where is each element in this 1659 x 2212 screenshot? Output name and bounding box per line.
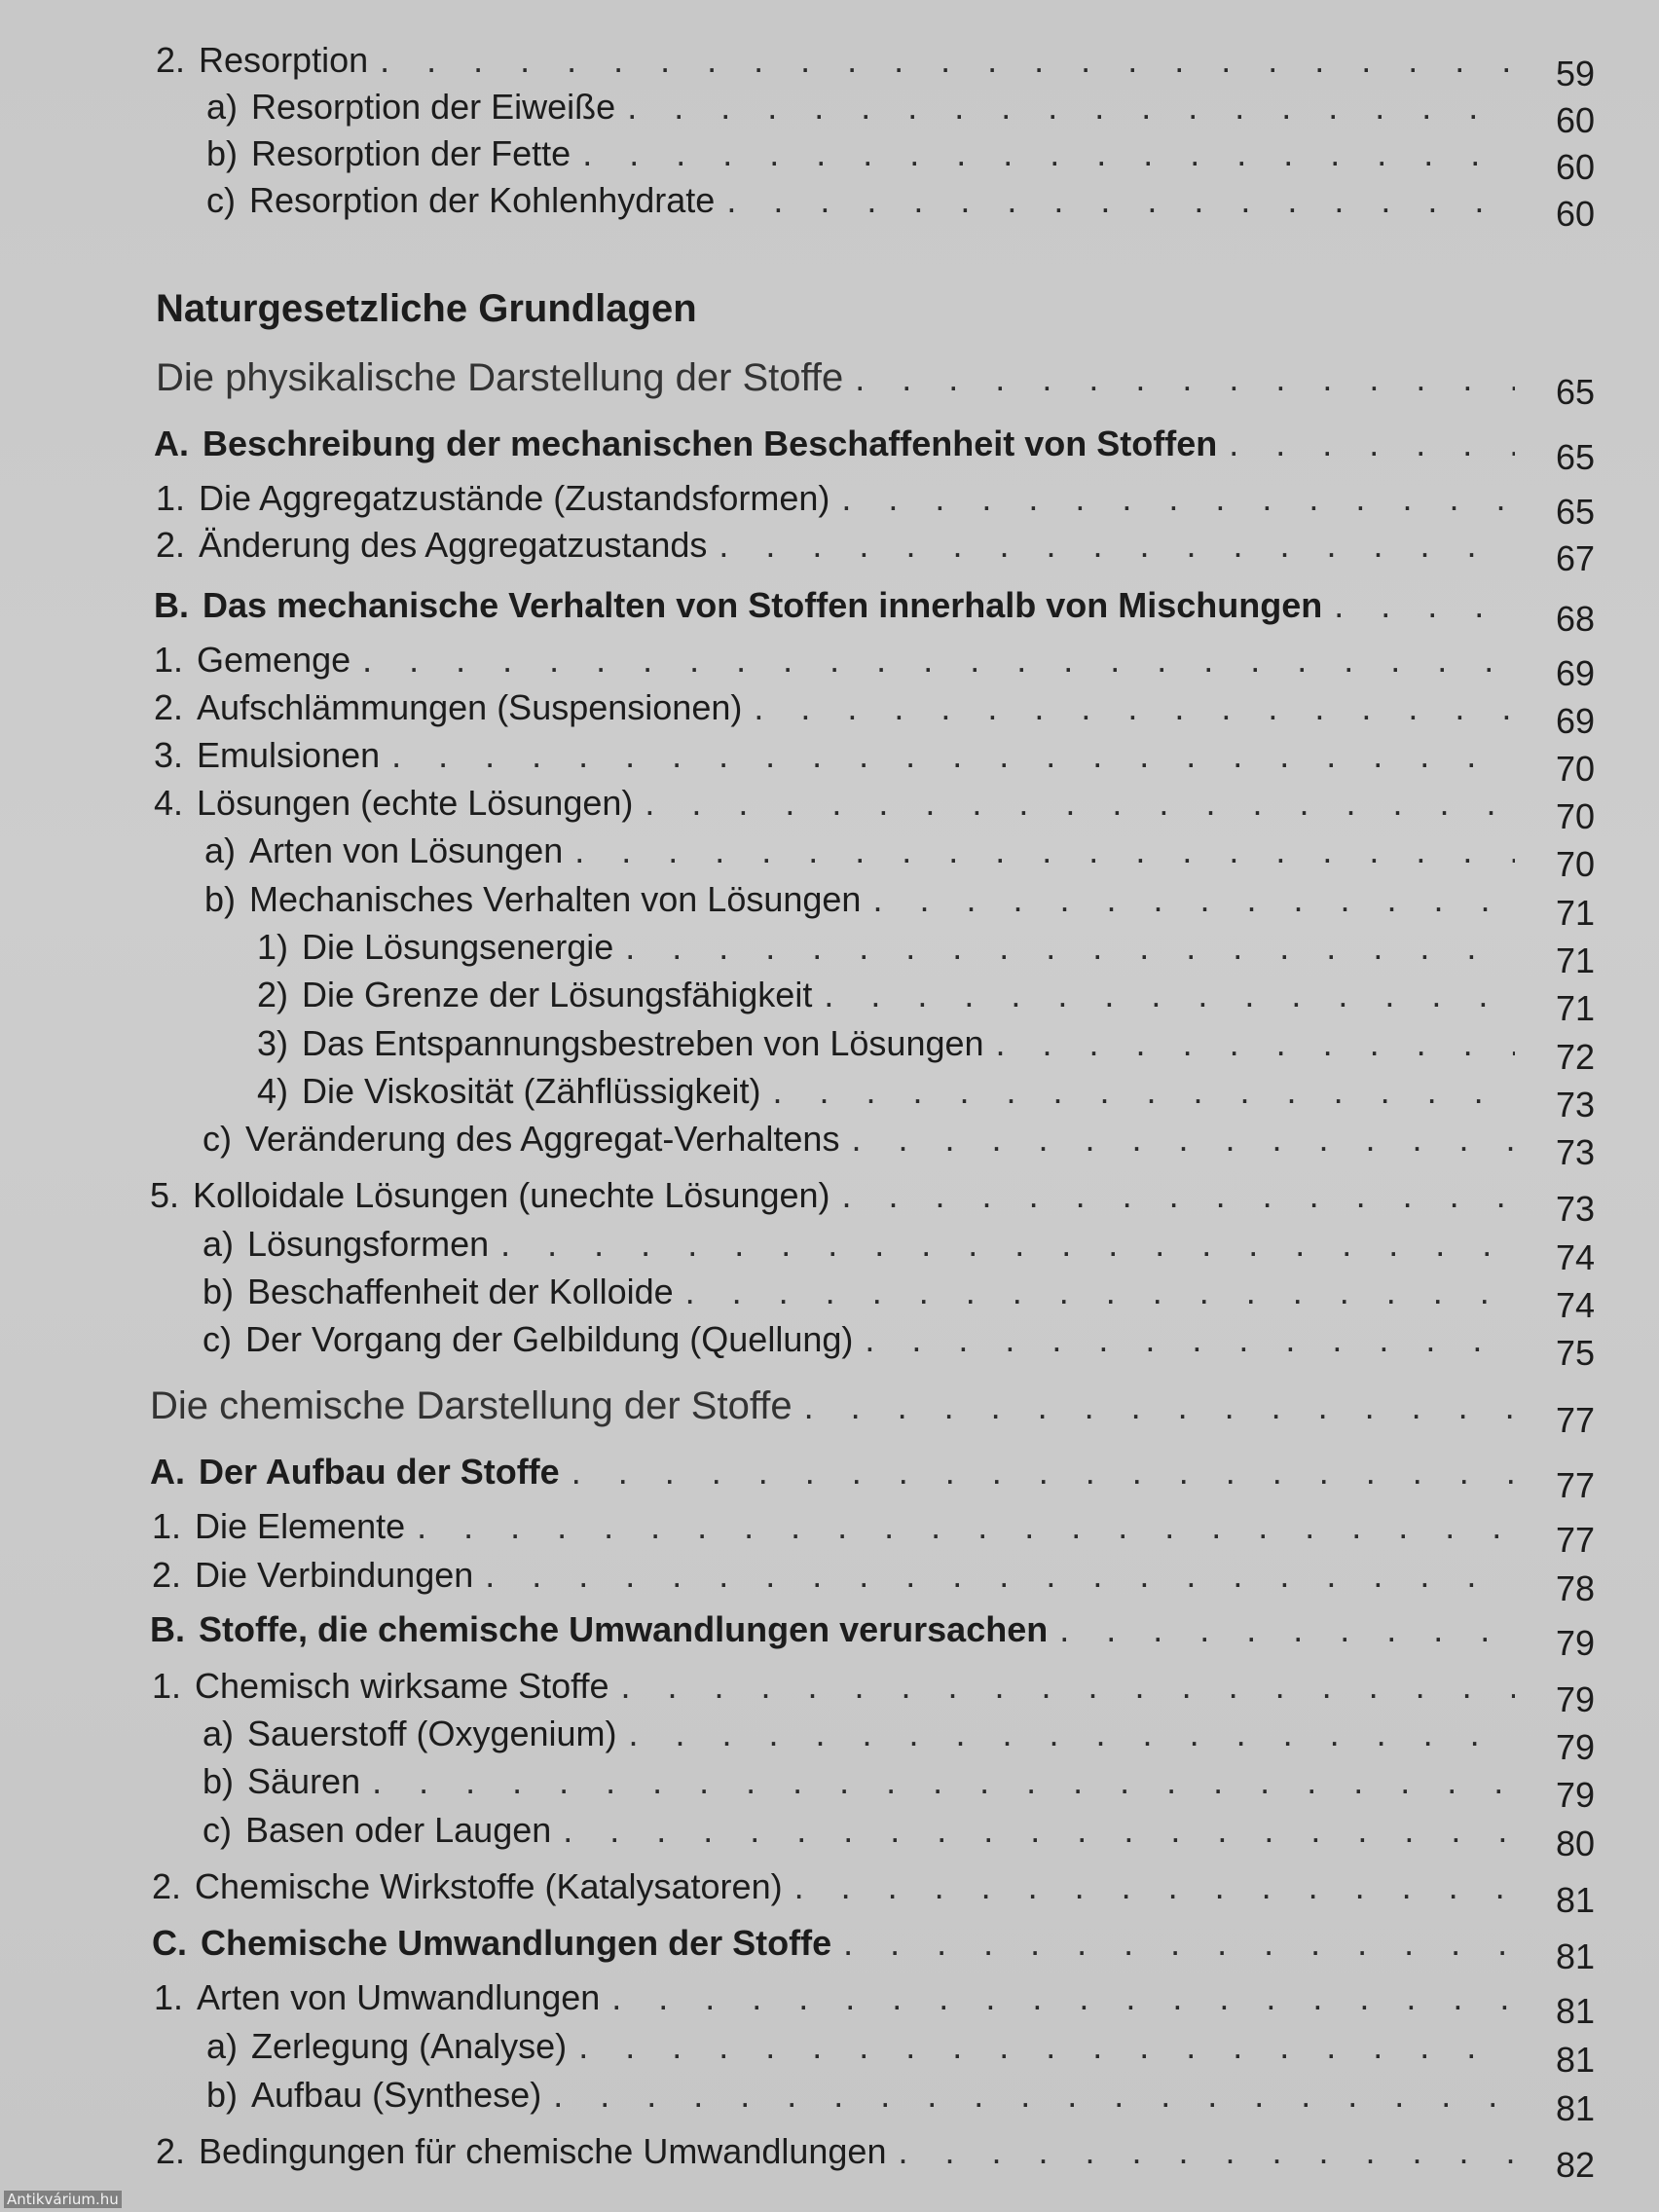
toc-entry-title: Die Viskosität (Zähflüssigkeit) xyxy=(302,1071,761,1111)
dot-leader xyxy=(1229,423,1515,465)
toc-entry-title: Die chemische Darstellung der Stoffe xyxy=(150,1384,793,1427)
toc-page-number: 75 xyxy=(1555,1333,1595,1373)
toc-page-number: 73 xyxy=(1555,1085,1595,1124)
toc-entry xyxy=(257,974,1595,1028)
toc-entry-title: Kolloidale Lösungen (unechte Lösungen) xyxy=(193,1175,830,1215)
section-heading: Naturgesetzliche Grundlagen xyxy=(156,287,697,330)
toc-page-number: 70 xyxy=(1555,844,1595,884)
toc-entry xyxy=(154,1976,1595,2031)
toc-entry xyxy=(204,830,1595,884)
dot-leader xyxy=(872,878,1515,921)
toc-entry-label xyxy=(152,1505,405,1548)
toc-entry xyxy=(156,39,1595,93)
toc-entry xyxy=(203,1809,1595,1863)
dot-leader xyxy=(898,2130,1515,2173)
toc-page-number: 82 xyxy=(1555,2145,1595,2185)
toc-entry-label xyxy=(154,686,742,729)
dot-leader xyxy=(629,1713,1515,1755)
toc-entry-title: Die Lösungsenergie xyxy=(302,927,614,967)
toc-page-number: 77 xyxy=(1555,1400,1595,1440)
toc-page-number: 79 xyxy=(1555,1775,1595,1815)
toc-entry-title: Der Aufbau der Stoffe xyxy=(199,1452,560,1492)
toc-entry-number: 2. xyxy=(156,40,186,80)
toc-entry-number: c) xyxy=(203,1119,232,1159)
toc-entry-label xyxy=(156,524,707,567)
toc-entry-number: a) xyxy=(203,1714,235,1753)
toc-entry xyxy=(152,1922,1595,1976)
dot-leader xyxy=(611,1976,1515,2019)
dot-leader xyxy=(380,39,1515,82)
toc-entry-title: Emulsionen xyxy=(197,735,381,775)
toc-entry-number: A. xyxy=(154,424,189,463)
toc-entry-number: b) xyxy=(206,2075,239,2115)
toc-entry-label xyxy=(206,179,715,222)
toc-entry-number: B. xyxy=(150,1609,185,1649)
toc-entry-number: 4) xyxy=(257,1071,289,1111)
toc-page-number: 60 xyxy=(1555,147,1595,187)
toc-page-number: 74 xyxy=(1555,1285,1595,1325)
toc-page-number: 77 xyxy=(1555,1465,1595,1505)
toc-page-number: 80 xyxy=(1555,1824,1595,1863)
dot-leader xyxy=(1059,1608,1515,1651)
toc-page-number: 67 xyxy=(1555,538,1595,578)
toc-entry xyxy=(156,477,1595,532)
toc-entry-label xyxy=(156,356,843,399)
toc-entry-number: 3) xyxy=(257,1023,289,1063)
toc-entry xyxy=(154,423,1595,477)
toc-page-number: 78 xyxy=(1555,1568,1595,1608)
toc-entry xyxy=(154,782,1595,836)
toc-entry xyxy=(152,1554,1595,1608)
toc-entry-label xyxy=(257,1070,761,1113)
toc-entry-label xyxy=(154,423,1217,465)
toc-entry-number: 2. xyxy=(156,2131,186,2171)
toc-entry-title: Lösungen (echte Lösungen) xyxy=(197,783,634,823)
dot-leader xyxy=(485,1554,1515,1597)
toc-entry-label xyxy=(204,830,563,872)
toc-entry xyxy=(203,1318,1595,1373)
watermark: Antikvárium.hu xyxy=(4,2191,122,2208)
toc-entry-label xyxy=(257,974,812,1016)
toc-entry-number: 4. xyxy=(154,783,184,823)
toc-entry xyxy=(154,734,1595,789)
toc-entry xyxy=(154,686,1595,741)
toc-entry-title: Zerlegung (Analyse) xyxy=(251,2026,568,2066)
toc-entry-number: 2. xyxy=(152,1866,182,1906)
toc-entry-title: Mechanisches Verhalten von Lösungen xyxy=(249,879,862,919)
dot-leader xyxy=(621,1665,1515,1708)
toc-entry xyxy=(154,639,1595,693)
dot-leader xyxy=(391,734,1515,777)
toc-entry-label xyxy=(154,782,633,825)
toc-entry xyxy=(150,1174,1595,1229)
toc-entry-title: Die physikalische Darstellung der Stoffe xyxy=(156,356,844,399)
toc-entry xyxy=(152,1665,1595,1719)
toc-entry-title: Veränderung des Aggregat-Verhaltens xyxy=(245,1119,840,1159)
dot-leader xyxy=(553,2074,1515,2117)
toc-entry-number: 3. xyxy=(154,735,184,775)
dot-leader xyxy=(625,926,1515,969)
dot-leader xyxy=(824,974,1515,1016)
toc-entry-number: 2. xyxy=(154,687,184,727)
dot-leader xyxy=(578,2025,1515,2068)
toc-entry-number: a) xyxy=(203,1224,235,1264)
toc-page-number: 73 xyxy=(1555,1189,1595,1229)
dot-leader xyxy=(574,830,1515,872)
toc-entry-label xyxy=(150,1608,1048,1651)
toc-entry-label xyxy=(203,1760,360,1803)
toc-entry-number: 1. xyxy=(154,640,184,680)
toc-entry-label xyxy=(257,1022,984,1065)
toc-entry-label xyxy=(203,1809,551,1852)
toc-entry-title: Der Vorgang der Gelbildung (Quellung) xyxy=(245,1319,854,1359)
toc-entry-number: 2. xyxy=(152,1555,182,1595)
dot-leader xyxy=(685,1271,1515,1313)
toc-entry-title: Arten von Lösungen xyxy=(249,830,564,870)
toc-entry-label xyxy=(206,132,571,175)
toc-entry-title: Chemisch wirksame Stoffe xyxy=(195,1666,609,1706)
toc-page-number: 60 xyxy=(1555,194,1595,234)
dot-leader xyxy=(627,86,1515,129)
toc-entry-title: Bedingungen für chemische Umwandlungen xyxy=(199,2131,887,2171)
toc-entry-title: Chemische Wirkstoffe (Katalysatoren) xyxy=(195,1866,783,1906)
toc-entry-label xyxy=(150,1384,793,1427)
toc-entry-label xyxy=(203,1318,853,1361)
toc-entry-label xyxy=(150,1451,560,1493)
dot-leader xyxy=(500,1223,1515,1266)
toc-entry-label xyxy=(152,1865,783,1908)
dot-leader xyxy=(855,357,1515,400)
toc-entry-number: C. xyxy=(152,1923,187,1963)
toc-entry xyxy=(154,584,1595,639)
toc-page-number: 71 xyxy=(1555,893,1595,933)
toc-page-number: 65 xyxy=(1555,437,1595,477)
toc-entry-title: Säuren xyxy=(247,1761,361,1801)
toc-entry-label xyxy=(154,584,1322,627)
toc-entry-title: Arten von Umwandlungen xyxy=(197,1977,601,2017)
toc-page-number: 71 xyxy=(1555,988,1595,1028)
toc-entry-title: Das mechanische Verhalten von Stoffen innerhalb von Mischungen xyxy=(203,585,1323,625)
toc-page-number: 79 xyxy=(1555,1623,1595,1663)
toc-entry xyxy=(206,2074,1595,2128)
toc-entry-label xyxy=(203,1271,674,1313)
toc-page-number: 72 xyxy=(1555,1037,1595,1077)
toc-entry-title: Das Entspannungsbestreben von Lösungen xyxy=(302,1023,984,1063)
toc-entry-number: 1. xyxy=(154,1977,184,2017)
toc-entry-label xyxy=(156,2130,886,2173)
dot-leader xyxy=(851,1118,1515,1161)
toc-entry-number: b) xyxy=(204,879,237,919)
toc-page-number: 70 xyxy=(1555,796,1595,836)
toc-entry-title: Resorption xyxy=(199,40,369,80)
toc-entry-number: c) xyxy=(206,180,236,220)
toc-entry-number: b) xyxy=(203,1272,235,1311)
toc-entry-label xyxy=(206,2025,567,2068)
toc-page-number: 65 xyxy=(1555,372,1595,412)
toc-entry-number: B. xyxy=(154,585,189,625)
toc-page-number: 79 xyxy=(1555,1679,1595,1719)
toc-entry-title: Resorption der Fette xyxy=(251,133,571,173)
toc-entry-title: Chemische Umwandlungen der Stoffe xyxy=(201,1923,832,1963)
toc-entry xyxy=(203,1271,1595,1325)
toc-entry-title: Die Elemente xyxy=(195,1506,406,1546)
toc-entry-label xyxy=(203,1713,617,1755)
toc-entry xyxy=(204,878,1595,933)
dot-leader xyxy=(773,1070,1515,1113)
toc-entry-label xyxy=(204,878,861,921)
toc-page-number: 81 xyxy=(1555,1991,1595,2031)
toc-entry xyxy=(150,1384,1595,1440)
toc-entry-title: Stoffe, die chemische Umwandlungen verursachen xyxy=(199,1609,1049,1649)
toc-page-number: 65 xyxy=(1555,492,1595,532)
toc-entry xyxy=(156,2130,1595,2185)
toc-entry-title: Resorption der Kohlenhydrate xyxy=(249,180,716,220)
dot-leader xyxy=(804,1385,1515,1428)
dot-leader xyxy=(417,1505,1515,1548)
toc-entry xyxy=(156,524,1595,578)
toc-entry-label xyxy=(203,1223,489,1266)
dot-leader xyxy=(996,1022,1515,1065)
toc-entry-label xyxy=(206,2074,541,2117)
toc-entry-title: Die Verbindungen xyxy=(195,1555,474,1595)
toc-entry xyxy=(206,179,1595,234)
toc-entry-label xyxy=(257,926,613,969)
toc-page-number: 68 xyxy=(1555,599,1595,639)
toc-entry xyxy=(206,132,1595,187)
toc-entry-title: Beschreibung der mechanischen Beschaffenheit von Stoffen xyxy=(203,424,1218,463)
toc-entry-label xyxy=(156,39,368,82)
toc-entry-number: 5. xyxy=(150,1175,180,1215)
toc-entry-number: a) xyxy=(204,830,237,870)
toc-entry-label xyxy=(154,639,350,682)
toc-entry xyxy=(206,2025,1595,2080)
toc-entry-label xyxy=(154,734,380,777)
toc-entry-title: Resorption der Eiweiße xyxy=(251,87,616,127)
toc-entry-number: 1. xyxy=(156,478,186,518)
toc-entry-label xyxy=(206,86,615,129)
toc-entry xyxy=(257,1070,1595,1124)
toc-entry xyxy=(203,1118,1595,1172)
toc-entry-title: Beschaffenheit der Kolloide xyxy=(247,1272,674,1311)
toc-entry-number: 1) xyxy=(257,927,289,967)
toc-entry-number: 1. xyxy=(152,1506,182,1546)
toc-entry xyxy=(150,1451,1595,1505)
toc-page-number: 60 xyxy=(1555,100,1595,140)
dot-leader xyxy=(865,1318,1515,1361)
toc-page-number: 79 xyxy=(1555,1727,1595,1767)
dot-leader xyxy=(571,1451,1515,1493)
toc-entry xyxy=(156,356,1595,412)
toc-page-number: 74 xyxy=(1555,1237,1595,1277)
toc-entry xyxy=(203,1713,1595,1767)
toc-entry-title: Gemenge xyxy=(197,640,351,680)
toc-entry-number: b) xyxy=(203,1761,235,1801)
dot-leader xyxy=(794,1865,1515,1908)
toc-entry-label xyxy=(154,1976,600,2019)
toc-entry-number: a) xyxy=(206,87,239,127)
toc-entry-label xyxy=(203,1118,839,1161)
toc-page-number: 70 xyxy=(1555,749,1595,789)
toc-entry-label xyxy=(150,1174,830,1217)
toc-entry-title: Aufschlämmungen (Suspensionen) xyxy=(197,687,743,727)
dot-leader xyxy=(842,1174,1515,1217)
dot-leader xyxy=(719,524,1515,567)
toc-entry-label xyxy=(152,1554,473,1597)
toc-entry xyxy=(203,1760,1595,1815)
toc-entry-number: 1. xyxy=(152,1666,182,1706)
dot-leader xyxy=(645,782,1515,825)
dot-leader xyxy=(582,132,1515,175)
toc-entry xyxy=(150,1608,1595,1663)
toc-page-number: 81 xyxy=(1555,2040,1595,2080)
toc-entry-title: Die Aggregatzustände (Zustandsformen) xyxy=(199,478,830,518)
dot-leader xyxy=(1334,584,1515,627)
toc-page-number: 73 xyxy=(1555,1132,1595,1172)
toc-entry xyxy=(257,926,1595,980)
toc-page-number: 81 xyxy=(1555,1936,1595,1976)
dot-leader xyxy=(726,179,1515,222)
toc-entry-label xyxy=(152,1922,831,1965)
toc-entry-title: Sauerstoff (Oxygenium) xyxy=(247,1714,617,1753)
toc-entry xyxy=(203,1223,1595,1277)
dot-leader xyxy=(362,639,1515,682)
dot-leader xyxy=(841,477,1515,520)
toc-entry xyxy=(152,1505,1595,1560)
toc-entry-title: Aufbau (Synthese) xyxy=(251,2075,542,2115)
toc-entry-title: Die Grenze der Lösungsfähigkeit xyxy=(302,975,813,1014)
toc-entry xyxy=(206,86,1595,140)
toc-entry-number: c) xyxy=(203,1319,232,1359)
dot-leader xyxy=(563,1809,1515,1852)
toc-page-number: 77 xyxy=(1555,1520,1595,1560)
toc-entry-number: a) xyxy=(206,2026,239,2066)
toc-page-number: 81 xyxy=(1555,1880,1595,1920)
toc-entry-number: b) xyxy=(206,133,239,173)
toc-entry-title: Basen oder Laugen xyxy=(245,1810,552,1850)
toc-page-number: 81 xyxy=(1555,2088,1595,2128)
dot-leader xyxy=(372,1760,1515,1803)
toc-entry xyxy=(257,1022,1595,1077)
toc-page-number: 71 xyxy=(1555,940,1595,980)
toc-page-number: 69 xyxy=(1555,653,1595,693)
toc-entry-label xyxy=(156,477,830,520)
dot-leader xyxy=(754,686,1515,729)
toc-page-number: 59 xyxy=(1555,54,1595,93)
toc-entry-number: c) xyxy=(203,1810,232,1850)
toc-page-number: 69 xyxy=(1555,701,1595,741)
toc-entry-number: A. xyxy=(150,1452,185,1492)
toc-entry-title: Lösungsformen xyxy=(247,1224,490,1264)
toc-entry-number: 2. xyxy=(156,525,186,565)
toc-entry-label xyxy=(152,1665,609,1708)
toc-entry-number: 2) xyxy=(257,975,289,1014)
dot-leader xyxy=(843,1922,1515,1965)
toc-entry-title: Änderung des Aggregatzustands xyxy=(199,525,708,565)
toc-entry xyxy=(152,1865,1595,1920)
